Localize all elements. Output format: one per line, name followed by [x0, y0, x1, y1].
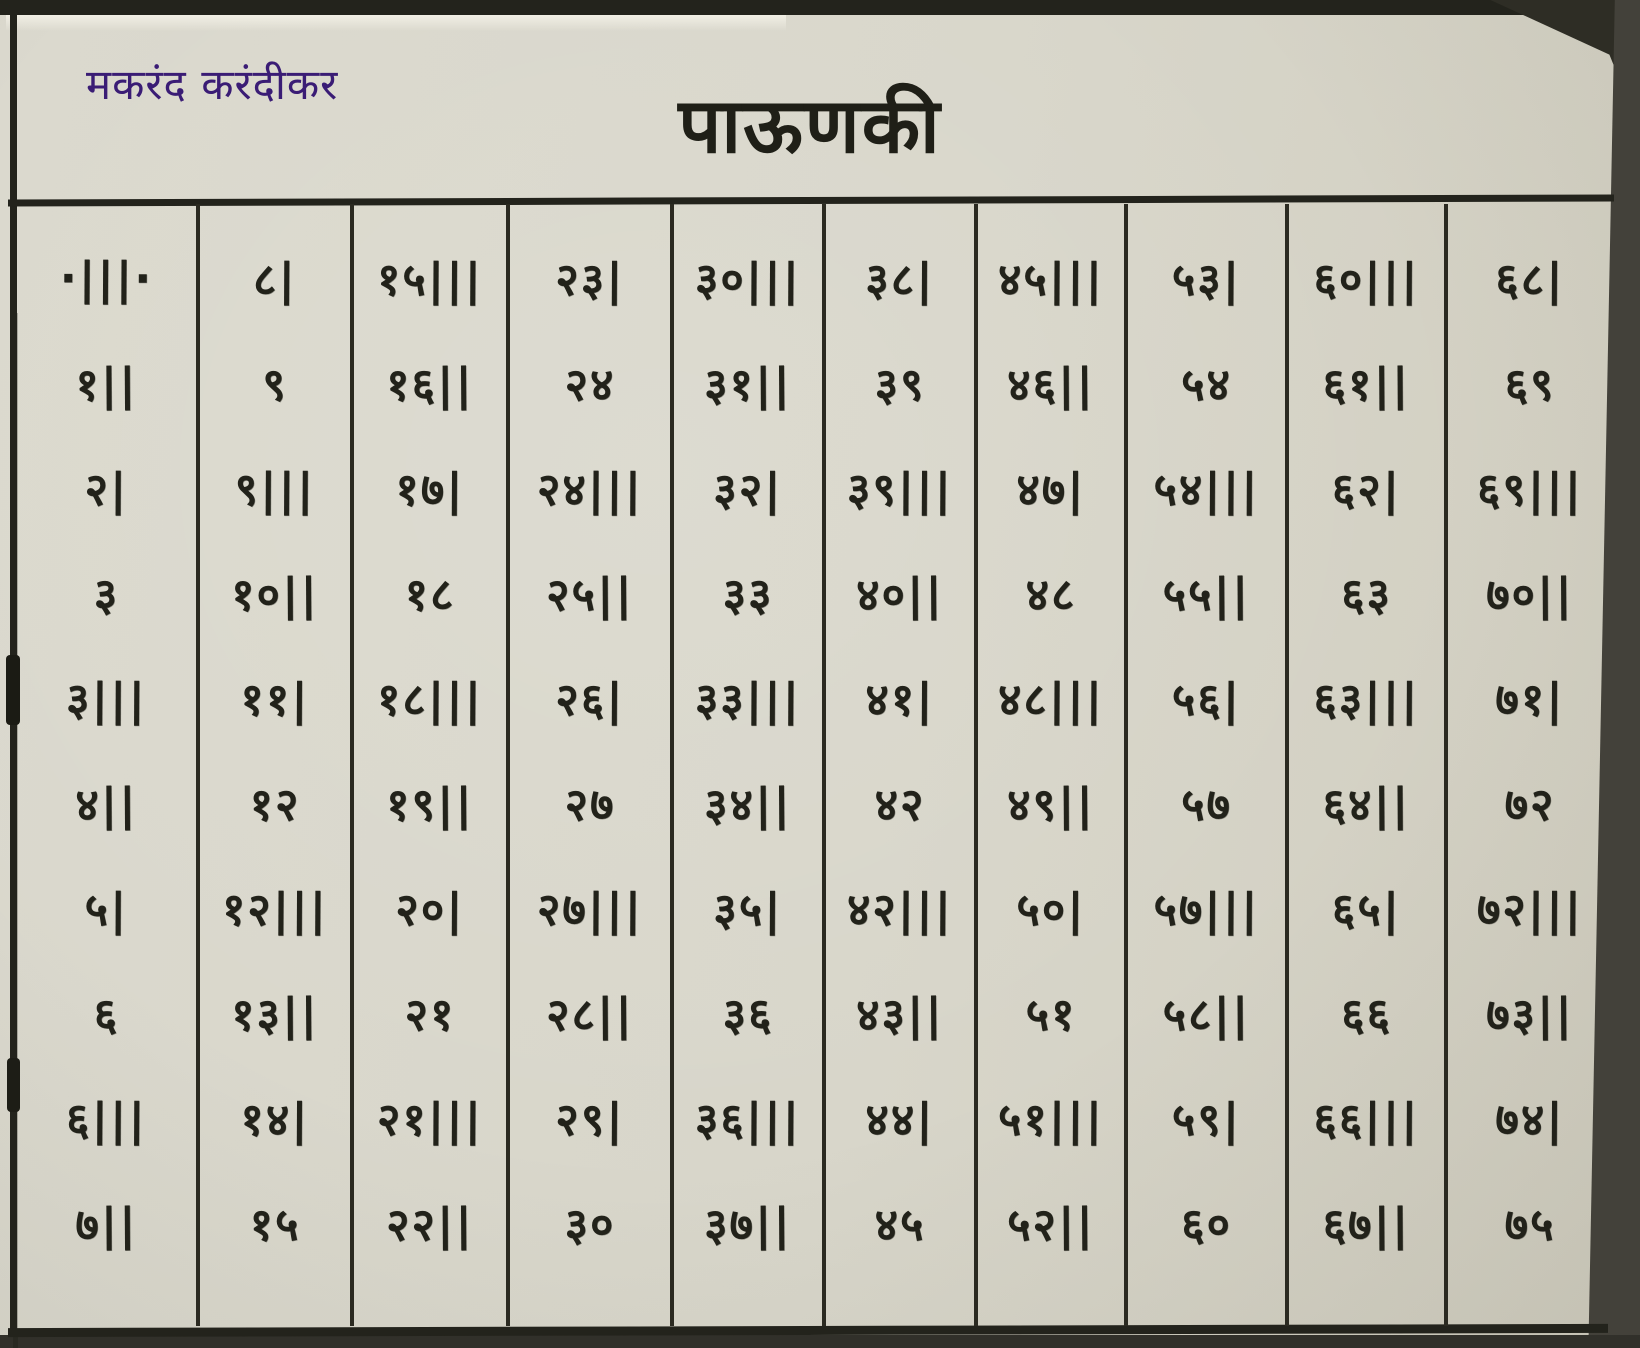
table-cell: ६७|| — [1322, 1197, 1411, 1252]
table-cell: १|| — [75, 357, 138, 412]
table-cell: ३ — [93, 567, 120, 622]
table-cell: ७४| — [1495, 1092, 1565, 1147]
table-cell: ५२|| — [1006, 1197, 1096, 1252]
table-cell: ६३ — [1340, 567, 1393, 622]
table-cell: ५७||| — [1153, 882, 1260, 937]
table-cell: ६||| — [65, 1092, 147, 1147]
table-cell: ६२| — [1331, 462, 1402, 517]
table-cell: ७१| — [1495, 672, 1565, 727]
table-cell: ४४| — [865, 1092, 935, 1147]
table-cell: १२||| — [221, 882, 329, 937]
table-cell: ९ — [262, 357, 288, 412]
table-cell: ७०|| — [1485, 567, 1575, 622]
table-cell: २८|| — [545, 987, 635, 1042]
paunki-table — [17, 204, 1612, 1326]
table-cell: ६६ — [1340, 987, 1393, 1042]
table-column — [17, 204, 196, 1326]
table-cell: ३३||| — [694, 672, 802, 727]
table-cell: ३५| — [713, 882, 783, 937]
table-cell: ४७| — [1016, 462, 1086, 517]
page-title: पाऊणकी — [678, 81, 942, 170]
table-cell: ६४|| — [1322, 777, 1411, 832]
table-cell: ४८ — [1025, 567, 1077, 622]
table-cell: ५४ — [1180, 357, 1233, 412]
table-cell: १४| — [240, 1092, 310, 1147]
table-cell: ३० — [564, 1197, 616, 1252]
scan-border-bottom — [0, 1335, 1640, 1348]
table-cell: २९| — [555, 1092, 625, 1147]
table-cell: ३८| — [865, 252, 935, 307]
table-cell: ४|| — [75, 777, 138, 832]
table-cell: ६९ — [1504, 357, 1556, 412]
table-cell: ६६||| — [1313, 1092, 1420, 1147]
table-cell: ६०||| — [1313, 252, 1420, 307]
table-cell: ६१|| — [1322, 357, 1411, 412]
table-cell: ५७ — [1180, 777, 1233, 832]
table-cell: २| — [84, 462, 129, 517]
table-cell: ७|| — [75, 1197, 138, 1252]
table-cell: ३१|| — [703, 357, 793, 412]
table-cell: १८||| — [376, 672, 484, 727]
table-cell: १२ — [249, 777, 301, 832]
table-cell: १०|| — [230, 567, 320, 622]
table-cell: ४३|| — [855, 987, 945, 1042]
table-cell: ३७|| — [703, 1197, 793, 1252]
table-cell: २३| — [555, 252, 625, 307]
table-cell: ३३ — [722, 567, 774, 622]
table-cell: ३०||| — [694, 252, 802, 307]
table-cell: २१||| — [376, 1092, 484, 1147]
table-cell: ११| — [240, 672, 310, 727]
table-cell: १७| — [395, 462, 465, 517]
table-cell: ८| — [252, 252, 298, 307]
table-cell: ५८|| — [1162, 987, 1251, 1042]
table-cell: १५||| — [376, 252, 484, 307]
table-cell: ३६ — [722, 987, 774, 1042]
table-cell: ९||| — [234, 462, 316, 517]
table-cell: ६९||| — [1476, 462, 1584, 517]
table-cell: ३९||| — [846, 462, 954, 517]
table-cell: ३||| — [65, 672, 147, 727]
table-column — [196, 204, 350, 1326]
table-cell: ·|||· — [59, 251, 154, 306]
table-cell: ५०| — [1016, 882, 1086, 937]
table-cell: ४५||| — [997, 252, 1105, 307]
table-cell: ५१||| — [997, 1092, 1105, 1147]
table-cell: २१ — [404, 987, 456, 1042]
table-cell: २४||| — [536, 462, 644, 517]
table-cell: ४०|| — [855, 567, 945, 622]
table-cell: ४२||| — [846, 882, 954, 937]
table-cell: ६० — [1180, 1197, 1233, 1252]
table-column — [974, 204, 1124, 1326]
table-cell: ५४||| — [1153, 462, 1260, 517]
table-cell: ५५|| — [1162, 567, 1251, 622]
table-column — [822, 204, 974, 1326]
table-cell: १८ — [404, 567, 456, 622]
paper-edge-highlight — [6, 15, 786, 31]
table-cell: ३९ — [874, 357, 926, 412]
table-cell: ४६|| — [1006, 357, 1096, 412]
watermark-text: मकरंद करंदीकर — [86, 60, 339, 109]
table-cell: २२|| — [385, 1197, 475, 1252]
table-cell: ५६| — [1171, 672, 1242, 727]
table-cell: २०| — [395, 882, 465, 937]
table-cell: ४९|| — [1006, 777, 1096, 832]
table-cell: ६ — [93, 987, 120, 1042]
table-cell: ३६||| — [694, 1092, 802, 1147]
table-cell: ३२| — [713, 462, 783, 517]
table-cell: ३४|| — [703, 777, 793, 832]
table-cell: ५१ — [1025, 987, 1077, 1042]
table-column — [506, 204, 670, 1326]
table-cell: ६३||| — [1313, 672, 1420, 727]
table-column — [1285, 204, 1444, 1326]
table-cell: ६५| — [1331, 882, 1402, 937]
table-cell: २६| — [555, 672, 625, 727]
table-column — [1444, 204, 1612, 1326]
table-cell: ६८| — [1495, 252, 1565, 307]
table-cell: ४८||| — [997, 672, 1105, 727]
table-cell: १९|| — [385, 777, 475, 832]
table-cell: ७२ — [1504, 777, 1556, 832]
table-cell: ५९| — [1171, 1092, 1242, 1147]
table-cell: ७२||| — [1476, 882, 1584, 937]
table-column — [1124, 204, 1285, 1326]
table-cell: १६|| — [385, 357, 475, 412]
table-cell: ४५ — [874, 1197, 926, 1252]
table-cell: २७ — [564, 777, 616, 832]
table-cell: २७||| — [536, 882, 644, 937]
table-cell: २५|| — [545, 567, 635, 622]
table-cell: १३|| — [230, 987, 320, 1042]
table-cell: ४१| — [865, 672, 935, 727]
table-cell: २४ — [564, 357, 616, 412]
table-cell: १५ — [249, 1197, 301, 1252]
table-column — [350, 204, 506, 1326]
table-cell: ४२ — [874, 777, 926, 832]
table-cell: ७५ — [1504, 1197, 1556, 1252]
scan-border-top — [0, 0, 1640, 15]
table-cell: ७३|| — [1485, 987, 1575, 1042]
table-column — [670, 204, 822, 1326]
table-cell: ५| — [84, 882, 129, 937]
table-cell: ५३| — [1171, 252, 1242, 307]
